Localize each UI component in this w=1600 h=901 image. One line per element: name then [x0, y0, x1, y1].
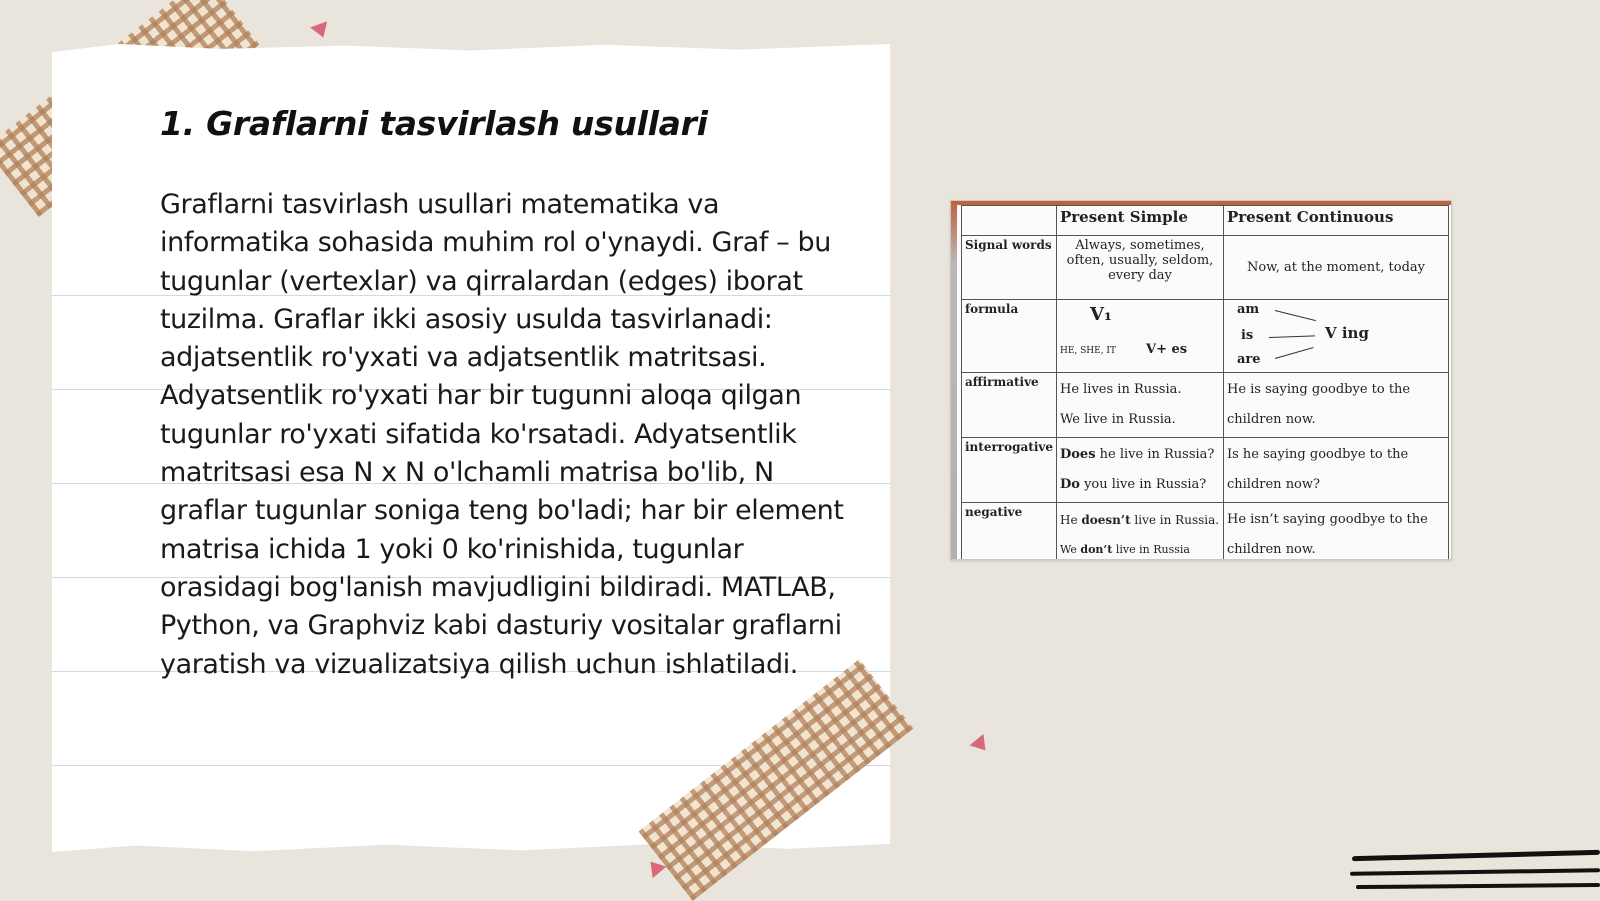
- formula-is: is: [1240, 328, 1254, 343]
- table-row: [962, 438, 1449, 503]
- affirmative-continuous: He is saying goodbye to the children now.: [1223, 373, 1448, 438]
- brush-stroke: [1352, 850, 1600, 861]
- interrogative-simple: [1056, 438, 1223, 503]
- header-present-continuous: Present Continuous: [1223, 206, 1448, 236]
- negative-simple-2-rest: live in Russia: [1112, 543, 1190, 556]
- row-label-interrogative: interrogative: [962, 438, 1057, 503]
- negative-simple-2-a: We: [1059, 543, 1081, 556]
- negative-simple-2: [1060, 535, 1220, 560]
- affirmative-simple: [1056, 373, 1223, 438]
- interrogative-simple-2-rest: you live in Russia?: [1079, 477, 1207, 492]
- signal-words-continuous: Now, at the moment, today: [1223, 236, 1448, 300]
- bold-do: Do: [1059, 477, 1080, 492]
- arrow-is: [1269, 335, 1315, 338]
- negative-continuous: He isn’t saying goodbye to the children now.: [1223, 503, 1448, 561]
- grammar-table: [961, 205, 1449, 560]
- negative-simple-1-a: He: [1059, 513, 1082, 527]
- arrow-am: [1275, 310, 1316, 321]
- table-row: [962, 503, 1449, 561]
- affirmative-simple-2: We live in Russia.: [1059, 412, 1176, 427]
- formula-am: am: [1236, 302, 1260, 317]
- header-empty: [962, 206, 1057, 236]
- formula-simple: [1056, 300, 1223, 373]
- negative-simple-1-rest: live in Russia.: [1130, 513, 1220, 527]
- formula-v1: V₁: [1089, 304, 1112, 325]
- table-row: [962, 373, 1449, 438]
- body-paragraph: Graflarni tasvirlash usullari matematika va informatika sohasida muhim rol o'ynaydi. Graf – bu tugunlar (vertexlar) va qirralardan (edges) iborat tuzilma. Graflar ikki asosiy usulda tasvirlanadi: adjatsentlik ro'yxati va adjatsentlik matritsasi. Adyatsentlik ro'yxati har bir tugunni aloqa qilgan tugunlar ro'yxati sifatida ko'rsatadi. Adyatsentlik matritsasi esa N x N o'lchamli matrisa bo'lib, N graflar tugunlar soniga teng bo'ladi; har bir element matrisa ichida 1 yoki 0 ko'rinishida, tugunlar orasidagi bog'lanish mavjudligini bildiradi. MATLAB, Python, va Graphviz kabi dasturiy vositalar graflarni yaratish va vizualizatsiya qilish uchun ishlatiladi.: [160, 189, 844, 680]
- row-label-signal-words: Signal words: [962, 236, 1057, 300]
- formula-pronouns: HE, SHE, IT: [1059, 346, 1116, 356]
- row-label-formula: formula: [962, 300, 1057, 373]
- table-row: [962, 300, 1449, 373]
- negative-simple-1: [1060, 505, 1220, 535]
- header-present-simple: Present Simple: [1056, 206, 1223, 236]
- brush-stroke: [1356, 883, 1600, 889]
- formula-v-ing: V ing: [1324, 324, 1369, 342]
- interrogative-simple-1: [1060, 440, 1220, 470]
- signal-words-simple: Always, sometimes, often, usually, seldom, every day: [1056, 236, 1223, 300]
- formula-continuous: [1223, 300, 1448, 373]
- slide-title: 1. Graflarni tasvirlash usullari: [160, 104, 708, 143]
- interrogative-continuous: Is he saying goodbye to the children now?: [1223, 438, 1448, 503]
- table-header-row: [962, 206, 1449, 236]
- interrogative-simple-1-rest: he live in Russia?: [1095, 447, 1215, 462]
- row-label-affirmative: affirmative: [962, 373, 1057, 438]
- brush-stroke: [1350, 868, 1600, 875]
- affirmative-simple-1: He lives in Russia.: [1059, 382, 1182, 397]
- row-label-negative: negative: [962, 503, 1057, 561]
- interrogative-simple-2: [1060, 470, 1220, 500]
- table-row: [962, 236, 1449, 300]
- bold-dont: don’t: [1080, 543, 1113, 556]
- bold-doesnt: doesn’t: [1081, 513, 1131, 527]
- grammar-table-image: [950, 200, 1452, 560]
- formula-are: are: [1236, 352, 1261, 367]
- formula-v-es: V+ es: [1145, 342, 1188, 357]
- negative-simple: [1056, 503, 1223, 561]
- pin-top: [310, 21, 332, 40]
- arrow-are: [1275, 347, 1314, 359]
- pin-bottom-right: [970, 734, 993, 756]
- bold-does: Does: [1059, 447, 1096, 462]
